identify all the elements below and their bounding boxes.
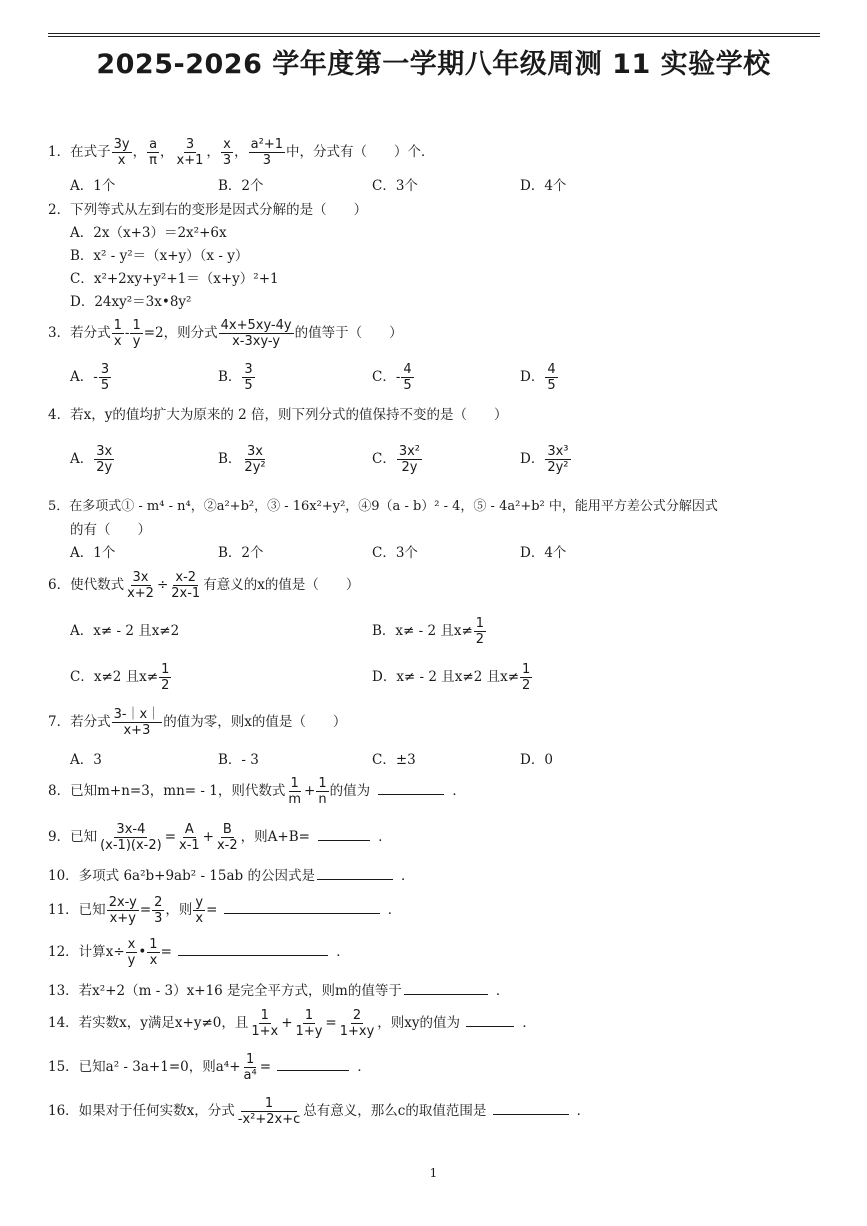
q10-answer-blank[interactable]: [317, 867, 393, 880]
q7-option-d: D．0: [520, 752, 553, 768]
q3-option-a: A．- $\frac{3}{5}$: [70, 362, 110, 393]
q14-answer-blank[interactable]: [466, 1014, 514, 1027]
question-14: 14．若实数x，y满足x+y≠0，且 $\frac{1}{1+x}$ + $\frac{1}{1+y}$ = $\frac{2}{1+xy}$ ，则xy的值为 ．: [48, 1008, 536, 1039]
q2-option-d: D．24xy²＝3x•8y²: [70, 294, 192, 310]
q16-fraction: $\frac{1}{\text{-x²+2x+c}}$: [237, 1096, 301, 1127]
q3-fraction-1: $\frac{1}{x}$: [113, 318, 122, 349]
question-11: 11．已知 $\frac{2x-y}{x+y}$ = $\frac{2}{3}$ ，则 $\frac{y}{x}$ = ．: [48, 895, 402, 926]
q4-option-c: C． $\frac{\text{3x²}}{2y}$: [372, 444, 421, 475]
question-2-stem: 2．下列等式从左到右的变形是因式分解的是（ ）: [48, 202, 368, 218]
q1-fraction-2: $\frac{a}{\pi}$: [149, 137, 158, 168]
q1-option-c: C．3个: [372, 178, 418, 194]
q8-fraction-2: $\frac{1}{n}$: [318, 776, 327, 807]
question-9: 9．已知 $\frac{3x-4}{(x-1)(x-2)}$ = $\frac{A}{x-1}$ + $\frac{B}{x-2}$ ，则A+B= ．: [48, 822, 392, 853]
q11-fraction-2: $\frac{2}{3}$: [154, 895, 163, 926]
q11-answer-blank[interactable]: [224, 901, 380, 914]
q7-option-c: C．±3: [372, 752, 416, 768]
q1-option-b: B．2个: [218, 178, 264, 194]
q14-fraction-1: $\frac{1}{1+x}$: [251, 1008, 279, 1039]
q15-answer-blank[interactable]: [277, 1058, 349, 1071]
q11-fraction-1: $\frac{2x-y}{x+y}$: [108, 895, 137, 926]
q9-fraction-1: $\frac{3x-4}{(x-1)(x-2)}$: [100, 822, 162, 853]
question-10: 10．多项式 6a²b+9ab² - 15ab 的公因式是 ．: [48, 868, 415, 884]
q2-option-b: B．x² - y²＝（x+y）（x - y）: [70, 248, 249, 264]
q13-answer-blank[interactable]: [404, 982, 488, 995]
q5-option-c: C．3个: [372, 545, 418, 561]
q6-option-b: B．x≠ - 2 且x≠ $\frac{1}{2}$: [372, 616, 485, 647]
q9-answer-blank[interactable]: [318, 828, 370, 841]
page-title: 2025-2026 学年度第一学期八年级周测 11 实验学校: [96, 49, 771, 80]
question-5-stem-line-2: 的有（ ）: [70, 522, 151, 538]
q3-fraction-2: $\frac{1}{y}$: [132, 318, 141, 349]
q3-option-b: B． $\frac{3}{5}$: [218, 362, 253, 393]
q9-fraction-3: $\frac{B}{x-2}$: [216, 822, 238, 853]
q2-option-a: A．2x（x+3）＝2x²+6x: [70, 225, 227, 241]
question-12: 12．计算x÷ $\frac{x}{y}$ • $\frac{1}{x}$ = ．: [48, 937, 350, 968]
q1-prefix: 1．在式子: [48, 144, 111, 160]
q4-option-b: B． $\frac{3x}{\text{2y²}}$: [218, 444, 266, 475]
q4-option-a: A． $\frac{3x}{2y}$: [70, 444, 113, 475]
q6-option-a: A．x≠ - 2 且x≠2: [70, 623, 180, 639]
q16-answer-blank[interactable]: [493, 1102, 569, 1115]
top-rule-inner: [48, 36, 820, 37]
q1-option-d: D．4个: [520, 178, 567, 194]
question-16: 16．如果对于任何实数x，分式 $\frac{1}{\text{-x²+2x+c}}$ 总有意义，那么c的取值范围是 ．: [48, 1096, 591, 1127]
q5-option-b: B．2个: [218, 545, 264, 561]
q5-option-a: A．1个: [70, 545, 116, 561]
question-4-stem: 4．若x，y的值均扩大为原来的 2 倍，则下列分式的值保持不变的是（ ）: [48, 407, 508, 423]
question-3-stem: 3．若分式 $\frac{1}{x}$ - $\frac{1}{y}$ =2，则分式 $\frac{4x+5xy-4y}{x-3xy-y}$ 的值等于（ ）: [48, 318, 403, 349]
page-number: 1: [429, 1166, 438, 1180]
q9-fraction-2: $\frac{A}{x-1}$: [179, 822, 200, 853]
q2-option-c: C．x²+2xy+y²+1＝（x+y）²+1: [70, 271, 279, 287]
question-13: 13．若x²+2（m - 3）x+16 是完全平方式，则m的值等于 ．: [48, 983, 510, 999]
q11-fraction-3: $\frac{y}{x}$: [195, 895, 204, 926]
q3-option-c: C．- $\frac{4}{5}$: [372, 362, 412, 393]
question-6-stem: 6．使代数式 $\frac{3x}{x+2}$ ÷ $\frac{x-2}{2x-1}$ 有意义的x的值是（ ）: [48, 570, 360, 601]
q14-fraction-2: $\frac{1}{1+y}$: [295, 1008, 323, 1039]
q6-fraction-2: $\frac{x-2}{2x-1}$: [171, 570, 201, 601]
q1-option-a: A．1个: [70, 178, 116, 194]
q7-option-b: B．- 3: [218, 752, 259, 768]
question-15: 15．已知a² - 3a+1=0，则a⁴+ $\frac{1}{\text{a⁴}}$ = ．: [48, 1052, 371, 1083]
q12-fraction-2: $\frac{1}{x}$: [149, 937, 158, 968]
q7-option-a: A．3: [70, 752, 102, 768]
top-rule: [48, 33, 820, 34]
q12-answer-blank[interactable]: [178, 943, 328, 956]
q1-fraction-4: $\frac{x}{3}$: [222, 137, 232, 168]
question-1-stem: 1．在式子 $\frac{3y}{x}$ ， $\frac{a}{\pi}$ ， $\frac{3}{x+1}$ ， $\frac{x}{3}$ ， $\frac{\text{a²+1}}{3}$ 中，分式有（ ）个．: [48, 137, 435, 168]
q14-fraction-3: $\frac{2}{1+xy}$: [339, 1008, 375, 1039]
question-8: 8．已知m+n=3，mn= - 1，则代数式 $\frac{1}{m}$ + $\frac{1}{n}$ 的值为 ．: [48, 776, 466, 807]
q1-fraction-1: $\frac{3y}{x}$: [113, 137, 130, 168]
q3-option-d: D． $\frac{4}{5}$: [520, 362, 556, 393]
q8-answer-blank[interactable]: [378, 782, 444, 795]
q5-option-d: D．4个: [520, 545, 567, 561]
q1-fraction-3: $\frac{3}{x+1}$: [176, 137, 204, 168]
q6-option-c: C．x≠2 且x≠ $\frac{1}{2}$: [70, 662, 170, 693]
q15-fraction: $\frac{1}{\text{a⁴}}$: [243, 1052, 257, 1083]
q6-option-d: D．x≠ - 2 且x≠2 且x≠ $\frac{1}{2}$: [372, 662, 531, 693]
q12-fraction-1: $\frac{x}{y}$: [127, 937, 136, 968]
question-5-stem-line-1: 5．在多项式① - m⁴ - n⁴，②a²+b²，③ - 16x²+y²，④9（a - b）² - 4，⑤ - 4a²+b² 中，能用平方差公式分解因式: [48, 499, 718, 514]
q6-fraction-1: $\frac{3x}{x+2}$: [127, 570, 154, 601]
q1-suffix: 中，分式有（ ）个．: [286, 144, 435, 160]
q7-fraction: $\frac{3-|x|}{x+3}$: [113, 707, 161, 738]
q8-fraction-1: $\frac{1}{m}$: [288, 776, 302, 807]
q1-fraction-5: $\frac{\text{a²+1}}{3}$: [250, 137, 284, 168]
question-7-stem: 7．若分式 $\frac{3-|x|}{x+3}$ 的值为零，则x的值是（ ）: [48, 707, 347, 738]
q3-fraction-3: $\frac{4x+5xy-4y}{x-3xy-y}$: [220, 318, 292, 349]
q4-option-d: D． $\frac{\text{3x³}}{\text{2y²}}$: [520, 444, 569, 475]
